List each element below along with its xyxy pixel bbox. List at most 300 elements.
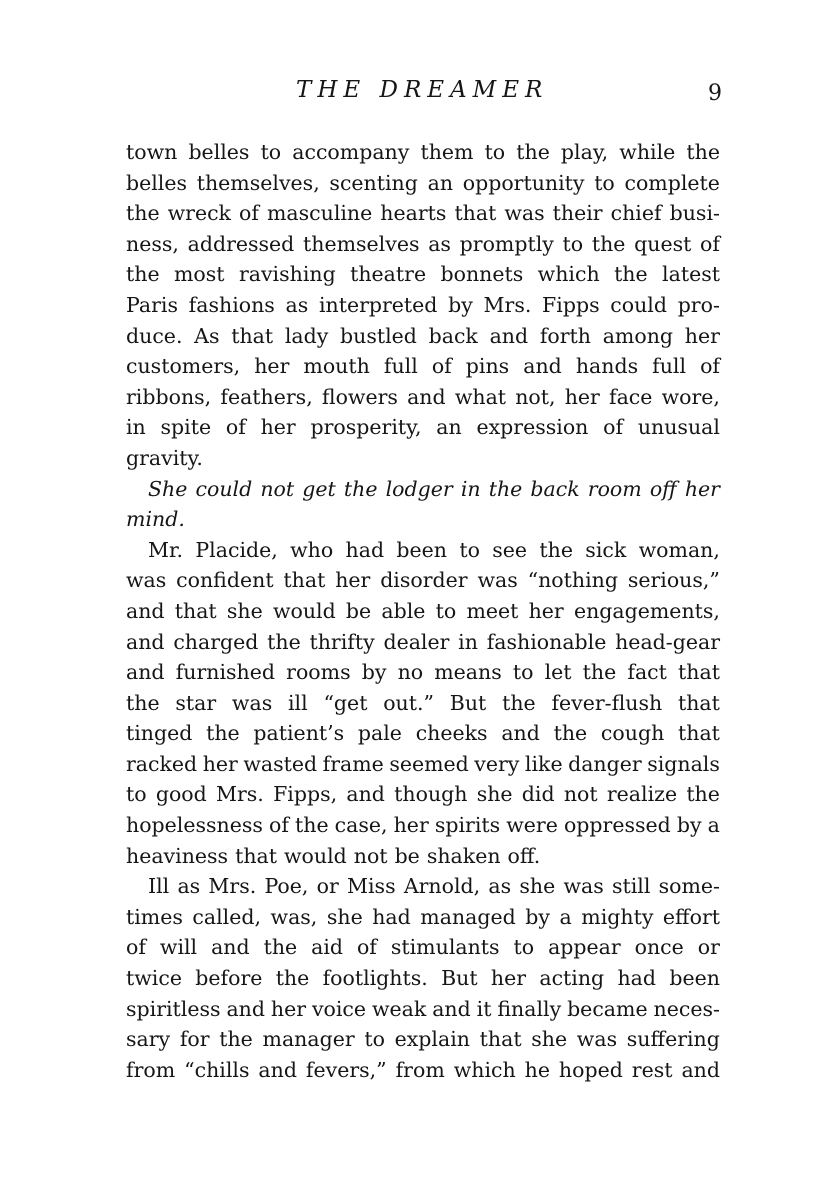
word: managed: [420, 904, 516, 929]
word: an: [427, 170, 454, 195]
word: the: [539, 537, 573, 562]
word: her: [393, 813, 429, 838]
text-line: [126, 565, 720, 596]
word: as: [428, 231, 451, 256]
word: did: [521, 782, 555, 807]
text-line: [126, 198, 720, 229]
word: would: [272, 598, 336, 623]
word: voice: [311, 996, 367, 1021]
word: was: [231, 690, 273, 715]
word: and: [501, 721, 540, 746]
word: themselves: [303, 231, 420, 256]
word: ravishing: [238, 262, 336, 287]
word: finally: [497, 996, 562, 1021]
word: weak: [371, 996, 427, 1021]
word: disorder: [380, 568, 468, 593]
word: scenting: [329, 170, 418, 195]
text-line: [126, 902, 720, 933]
body-text: [126, 137, 720, 1085]
running-head: [0, 74, 840, 106]
word: she: [326, 904, 363, 929]
text-line: [126, 657, 720, 688]
word: wasted: [243, 751, 318, 776]
word: an: [436, 415, 462, 440]
word: her: [254, 354, 290, 379]
word: as: [285, 292, 309, 317]
word: let: [544, 660, 572, 685]
word: Fipps: [542, 292, 600, 317]
word: the: [219, 1027, 253, 1052]
word: that: [678, 660, 720, 685]
word: ribbons,: [126, 384, 212, 409]
word: of: [431, 354, 452, 379]
word: get: [302, 476, 336, 501]
word: the: [295, 813, 329, 838]
word: “get: [323, 690, 368, 715]
word: serious,”: [627, 568, 720, 593]
word: the: [502, 690, 536, 715]
word: fashionable: [486, 629, 607, 654]
word: lady: [284, 323, 329, 348]
word: “nothing: [527, 568, 618, 593]
word: accompany: [292, 140, 410, 164]
word: them: [420, 140, 474, 164]
text-line: [126, 168, 720, 199]
word: sick: [585, 537, 627, 562]
text-line: [126, 749, 720, 780]
word: before: [195, 966, 263, 991]
word: that: [677, 690, 720, 715]
text-line: [126, 779, 720, 810]
word: masculine: [266, 201, 373, 226]
word: star: [175, 690, 217, 715]
word: unusual: [637, 415, 720, 440]
word: called,: [192, 904, 261, 929]
word: by: [448, 292, 473, 317]
text-line: [126, 474, 720, 505]
text-line: [126, 229, 720, 260]
word: interpreted: [318, 292, 438, 317]
word: back: [428, 323, 478, 348]
word: to: [513, 935, 535, 960]
word: complete: [624, 170, 720, 195]
word: to: [484, 140, 506, 164]
word: stimulants: [390, 935, 500, 960]
word: suffering: [626, 1027, 720, 1052]
word: quest: [634, 231, 692, 256]
word: to: [594, 170, 615, 195]
word: furnished: [175, 660, 276, 685]
word: her: [270, 996, 307, 1021]
word: feathers,: [220, 384, 313, 409]
word: became: [567, 996, 648, 1021]
word: of: [126, 935, 146, 960]
word: was: [126, 568, 167, 593]
text-line: [126, 259, 720, 290]
word: room: [587, 476, 642, 501]
word: which: [453, 1057, 516, 1082]
word: while: [619, 140, 676, 164]
word: some-: [658, 874, 720, 899]
word: Arnold,: [403, 874, 481, 899]
word: her: [564, 384, 600, 409]
word: as: [177, 874, 201, 899]
running-title: THE DREAMER: [296, 77, 549, 103]
word: latest: [662, 262, 720, 287]
word: to: [260, 140, 282, 164]
word: not: [353, 843, 388, 868]
word: and: [523, 354, 562, 379]
word: theatre: [350, 262, 427, 287]
word: the: [126, 690, 160, 715]
word: bonnets: [440, 262, 524, 287]
word: Poe,: [264, 874, 309, 899]
word: racked: [126, 751, 198, 776]
word: and: [126, 598, 165, 623]
word: to: [562, 231, 584, 256]
word: or: [697, 935, 720, 960]
text-line: [126, 382, 720, 413]
word: But: [449, 690, 487, 715]
word: the: [263, 935, 298, 960]
word: Mrs.: [483, 292, 532, 317]
word: and: [681, 1057, 720, 1082]
text-line: [126, 535, 720, 566]
word: like: [524, 751, 563, 776]
word: by: [525, 904, 550, 929]
word: twice: [126, 966, 182, 991]
word: would: [283, 843, 347, 868]
word: promptly: [459, 231, 554, 256]
word: Mrs.: [208, 874, 257, 899]
word: acting: [539, 966, 605, 991]
word: pale: [357, 721, 402, 746]
word: seemed: [389, 751, 469, 776]
word: times: [126, 904, 183, 929]
word: shaken: [426, 843, 501, 868]
word: the: [686, 782, 720, 807]
word: that: [678, 721, 720, 746]
word: thrifty: [309, 629, 375, 654]
word: chief: [610, 201, 662, 226]
word: As: [194, 323, 220, 348]
text-line: [126, 810, 720, 841]
word: the: [267, 629, 301, 654]
word: no: [397, 660, 424, 685]
word: was: [504, 201, 545, 226]
word: head-gear: [615, 629, 720, 654]
word: charged: [173, 629, 259, 654]
word: realize: [606, 782, 678, 807]
word: by: [361, 660, 387, 685]
word: of: [239, 201, 259, 226]
word: Placide,: [195, 537, 278, 562]
word: the: [553, 721, 588, 746]
text-line: [126, 1024, 720, 1055]
word: for: [179, 1027, 210, 1052]
word: sary: [126, 1027, 171, 1052]
word: meet: [466, 598, 519, 623]
word: the: [126, 201, 160, 226]
word: signals: [647, 751, 720, 776]
word: aid: [311, 935, 344, 960]
word: forth: [539, 323, 591, 348]
word: opportunity: [462, 170, 585, 195]
text-line: [126, 412, 720, 443]
word: though: [394, 782, 468, 807]
word: belles: [188, 140, 250, 164]
text-line: [126, 443, 720, 474]
word: the: [582, 660, 617, 685]
word: town: [126, 140, 178, 164]
word: were: [506, 813, 558, 838]
word: from: [395, 1057, 445, 1082]
word: cough: [600, 721, 665, 746]
word: Miss: [347, 874, 396, 899]
word: the: [343, 476, 378, 501]
word: it: [476, 996, 492, 1021]
word: and: [126, 660, 165, 685]
word: cheeks: [415, 721, 488, 746]
word: of: [603, 415, 624, 440]
word: that: [235, 843, 277, 868]
word: not: [563, 782, 598, 807]
word: their: [552, 201, 603, 226]
word: mind.: [126, 507, 185, 532]
word: back: [530, 476, 580, 501]
word: themselves,: [196, 170, 320, 195]
word: in: [458, 629, 478, 654]
word: customers,: [126, 354, 241, 379]
text-line: [126, 994, 720, 1025]
word: face: [609, 384, 653, 409]
word: mouth: [303, 354, 370, 379]
word: what: [454, 384, 507, 409]
word: fact: [627, 660, 667, 685]
word: of: [700, 231, 720, 256]
word: she: [476, 782, 513, 807]
word: neces-: [653, 996, 720, 1021]
word: spite: [160, 415, 212, 440]
word: she: [226, 598, 263, 623]
word: Mrs.: [216, 782, 264, 807]
word: could: [195, 476, 253, 501]
word: her: [684, 323, 720, 348]
word: hopelessness: [126, 813, 263, 838]
word: she: [531, 1027, 568, 1052]
word: tinged: [126, 721, 193, 746]
word: to: [512, 660, 534, 685]
word: was: [477, 568, 518, 593]
word: Fipps,: [273, 782, 338, 807]
word: by: [676, 813, 702, 838]
word: But: [441, 966, 478, 991]
word: once: [634, 935, 684, 960]
word: still: [611, 874, 651, 899]
text-line: [126, 321, 720, 352]
word: ill: [288, 690, 308, 715]
word: the: [686, 140, 720, 164]
word: woman,: [638, 537, 720, 562]
word: be: [394, 843, 420, 868]
word: pins: [465, 354, 510, 379]
word: see: [492, 537, 528, 562]
word: Ill: [148, 874, 170, 899]
text-line: [126, 718, 720, 749]
word: hands: [575, 354, 639, 379]
word: explain: [394, 1027, 470, 1052]
word: and: [432, 996, 471, 1021]
word: she: [519, 874, 556, 899]
word: her: [490, 966, 527, 991]
word: confident: [176, 568, 274, 593]
word: case,: [334, 813, 388, 838]
word: of: [356, 935, 377, 960]
word: patient’s: [253, 721, 345, 746]
word: her: [335, 568, 371, 593]
word: good: [155, 782, 207, 807]
text-line: [126, 688, 720, 719]
word: rest: [631, 1057, 673, 1082]
word: spirits: [434, 813, 501, 838]
word: off.: [507, 843, 541, 868]
word: hearts: [380, 201, 447, 226]
word: and: [211, 935, 250, 960]
word: to: [435, 598, 457, 623]
word: that: [454, 201, 497, 226]
word: was,: [270, 904, 318, 929]
word: engagements,: [573, 598, 720, 623]
text-line: [126, 627, 720, 658]
word: was: [576, 1027, 618, 1052]
word: the: [126, 262, 160, 287]
text-line: [126, 963, 720, 994]
word: wore,: [661, 384, 720, 409]
word: full: [383, 354, 418, 379]
text-line: [126, 351, 720, 382]
word: in: [460, 476, 481, 501]
word: that: [479, 1027, 522, 1052]
word: prosperity,: [310, 415, 422, 440]
word: her: [202, 751, 238, 776]
word: busi-: [669, 201, 720, 226]
word: the: [591, 231, 626, 256]
word: lodger: [385, 476, 453, 501]
word: duce.: [126, 323, 183, 348]
word: She: [148, 476, 188, 501]
word: hoped: [558, 1057, 623, 1082]
word: danger: [568, 751, 642, 776]
word: that: [231, 323, 274, 348]
word: frame: [322, 751, 384, 776]
word: of: [225, 415, 246, 440]
word: who: [290, 537, 334, 562]
word: the: [275, 966, 310, 991]
word: had: [345, 537, 385, 562]
word: able: [381, 598, 426, 623]
word: to: [459, 537, 480, 562]
word: the: [206, 721, 240, 746]
word: not: [260, 476, 295, 501]
page-number: 9: [708, 81, 722, 106]
word: appear: [548, 935, 621, 960]
word: among: [602, 323, 674, 348]
word: Mr.: [148, 537, 184, 562]
word: oppressed: [563, 813, 671, 838]
word: will: [159, 935, 198, 960]
word: had: [617, 966, 657, 991]
word: and: [258, 1057, 297, 1082]
word: Paris: [126, 292, 178, 317]
word: ness,: [126, 231, 179, 256]
word: to: [126, 782, 147, 807]
word: dealer: [383, 629, 450, 654]
word: and: [346, 782, 385, 807]
word: play,: [560, 140, 609, 164]
word: flowers: [321, 384, 398, 409]
word: the: [614, 262, 648, 287]
word: fevers,”: [305, 1057, 387, 1082]
word: been: [396, 537, 448, 562]
word: and: [407, 384, 446, 409]
text-line: [126, 932, 720, 963]
word: most: [173, 262, 225, 287]
word: the: [488, 476, 523, 501]
word: or: [316, 874, 339, 899]
word: that: [174, 598, 217, 623]
word: of: [700, 354, 720, 379]
word: could: [610, 292, 667, 317]
word: fever-flush: [551, 690, 663, 715]
word: the: [516, 140, 550, 164]
word: rooms: [286, 660, 351, 685]
text-line: [126, 841, 720, 872]
word: and: [226, 996, 265, 1021]
word: from: [126, 1057, 176, 1082]
word: a: [707, 813, 720, 838]
word: in: [126, 415, 146, 440]
word: been: [669, 966, 720, 991]
word: her: [528, 598, 564, 623]
word: and: [489, 323, 529, 348]
word: which: [537, 262, 600, 287]
word: effort: [662, 904, 720, 929]
word: had: [372, 904, 411, 929]
word: of: [268, 813, 289, 838]
word: means: [434, 660, 502, 685]
word: he: [524, 1057, 550, 1082]
word: not,: [515, 384, 556, 409]
word: a: [559, 904, 572, 929]
word: spiritless: [126, 996, 221, 1021]
word: her: [260, 415, 296, 440]
word: mighty: [581, 904, 654, 929]
word: off: [649, 476, 677, 501]
word: to: [364, 1027, 385, 1052]
word: her: [684, 476, 720, 501]
word: bustled: [340, 323, 417, 348]
word: wreck: [167, 201, 231, 226]
text-line: [126, 504, 720, 535]
text-line: [126, 871, 720, 902]
text-line: [126, 1055, 720, 1086]
word: footlights.: [322, 966, 428, 991]
word: that: [283, 568, 326, 593]
text-line: [126, 596, 720, 627]
word: pro-: [677, 292, 720, 317]
text-line: [126, 290, 720, 321]
text-line: [126, 137, 720, 168]
